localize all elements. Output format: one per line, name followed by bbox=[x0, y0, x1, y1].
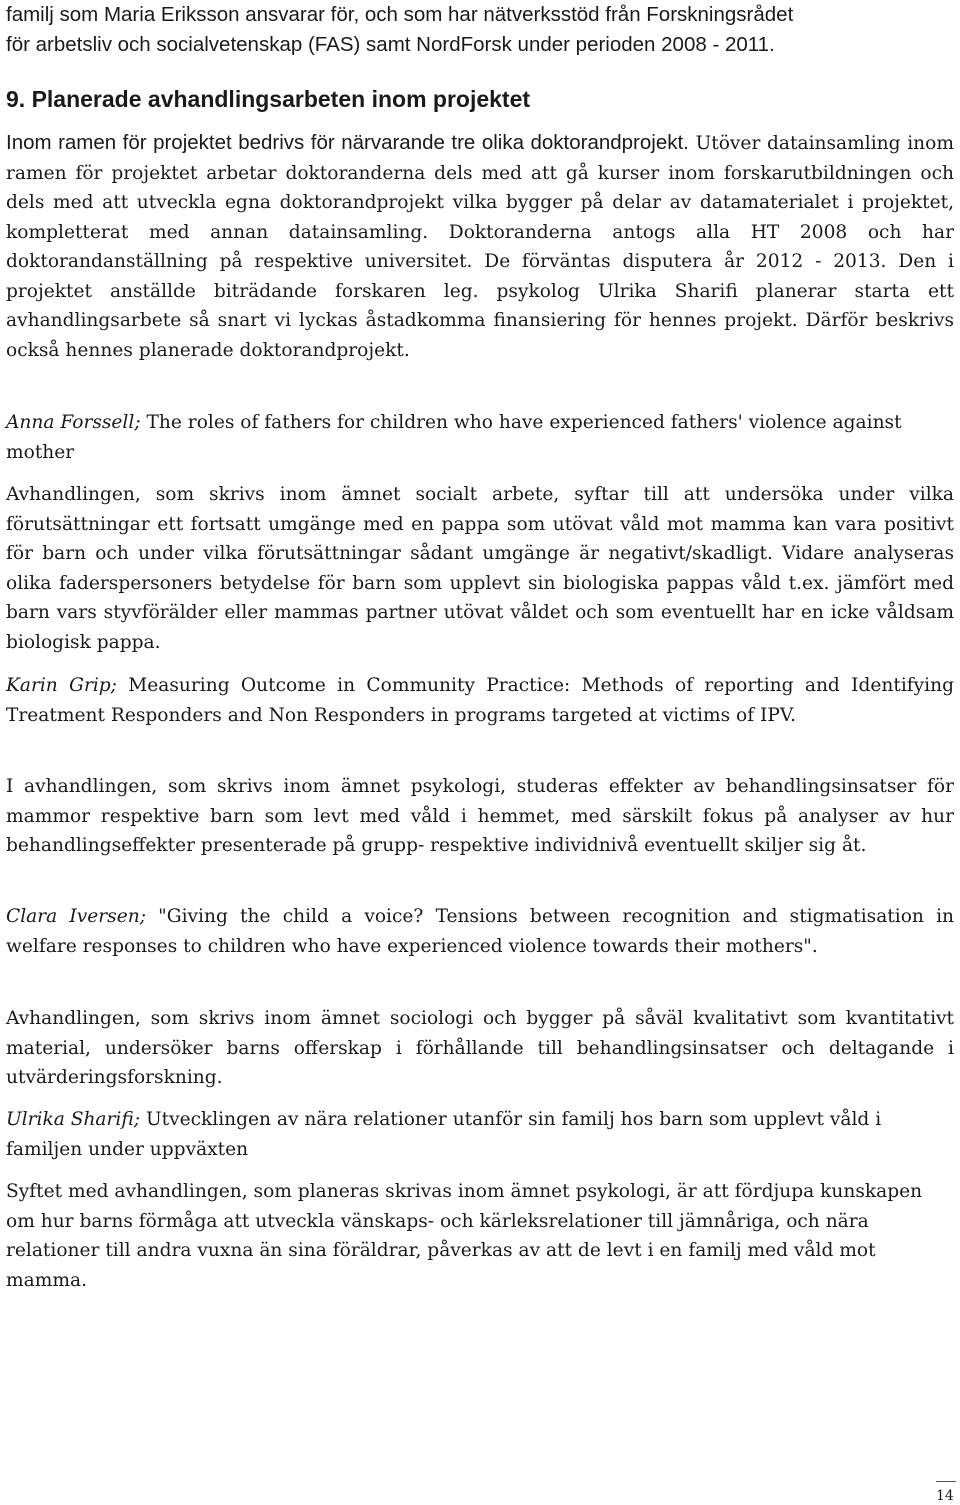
project-description-grip: I avhandlingen, som skrivs inom ämnet psykologi, studeras effekter av behandlingsinsatser för mammor respektive barn som levt med våld i hemmet, med särskilt fokus på analyser av hur behandlingseffekter presenterade på grupp- respektive individnivå eventuellt skiljer sig åt. bbox=[6, 776, 954, 856]
project-title: "Giving the child a voice? Tensions between recognition and stigmatisation in welfare responses to children who have experienced violence towards their mothers". bbox=[6, 906, 955, 957]
project-description-forssell: Avhandlingen, som skrivs inom ämnet socialt arbete, syftar till att undersöka under vilka förutsättningar ett fortsatt umgänge med en pappa som utövat våld mot mamma kan vara positivt för barn och under vilka förutsättningar sådant umgänge är negativt/skadligt. Vidare analyseras olika faderspersoners betydelse för barn som upplevt sin biologiska pappas våld t.ex. jämfört med barn vars styvförälder eller mammas partner utövat våldet och som eventuellt har en icke våldsam biologisk pappa. bbox=[6, 484, 954, 653]
section-heading: 9. Planerade avhandlingsarbeten inom projektet bbox=[6, 86, 531, 112]
project-title: Utvecklingen av nära relationer utanför sin familj hos barn som upplevt våld i familjen under uppväxten bbox=[6, 1109, 882, 1160]
project-author: Anna Forssell; bbox=[6, 412, 141, 433]
project-title: The roles of fathers for children who have experienced fathers' violence against mother bbox=[6, 412, 902, 463]
intro-line-1: familj som Maria Eriksson ansvarar för, och som har nätverksstöd från Forskningsrådet bbox=[6, 3, 794, 26]
intro-paragraph bbox=[6, 0, 954, 59]
project-title-iversen bbox=[6, 902, 954, 961]
section-body: Utöver datainsamling inom ramen för projektet arbetar doktoranderna dels med att gå kurser inom forskarutbildningen och dels med att utveckla egna doktorandprojekt vilka bygger på delar av datamaterialet i projektet, kompletterat med annan datainsamling. Doktoranderna antogs alla HT 2008 och har doktorandanställning på respektive universitet. De förväntas disputera år 2012 - 2013. Den i projektet anställde biträdande forskaren leg. psykolog Ulrika Sharifi planerar starta ett avhandlingsarbete så snart vi lyckas åstadkomma finansiering för hennes projekt. Därför beskrivs också hennes planerade doktorandprojekt. bbox=[6, 133, 954, 361]
project-title-forssell bbox=[6, 408, 954, 467]
footer-rule bbox=[936, 1481, 956, 1482]
project-author: Karin Grip; bbox=[6, 675, 117, 696]
project-title-grip bbox=[6, 671, 954, 730]
project-description-sharifi: Syftet med avhandlingen, som planeras skrivas inom ämnet psykologi, är att fördjupa kunskapen om hur barns förmåga att utveckla vänskaps- och kärleksrelationer till jämnåriga, och nära relationer till andra vuxna än sina föräldrar, påverkas av att de levt i en familj med våld mot mamma. bbox=[6, 1181, 923, 1291]
project-title: Measuring Outcome in Community Practice: Methods of reporting and Identifying Treatment Responders and Non Responders in programs targeted at victims of IPV. bbox=[6, 675, 954, 726]
section-lead: Inom ramen för projektet bedrivs för närvarande tre olika doktorandprojekt. bbox=[6, 131, 689, 154]
project-author: Clara Iversen; bbox=[6, 906, 146, 927]
section-paragraph bbox=[6, 128, 954, 365]
project-author: Ulrika Sharifi; bbox=[6, 1109, 141, 1130]
intro-line-2: för arbetsliv och socialvetenskap (FAS) samt NordForsk under perioden 2008 - 2011. bbox=[6, 32, 775, 56]
project-description-iversen: Avhandlingen, som skrivs inom ämnet sociologi och bygger på såväl kvalitativt som kvantitativt material, undersöker barns offerskap i förhållande till behandlingsinsatser och deltagande i utvärderingsforskning. bbox=[6, 1008, 954, 1088]
page-number: 14 bbox=[936, 1488, 954, 1504]
project-title-sharifi bbox=[6, 1105, 936, 1164]
